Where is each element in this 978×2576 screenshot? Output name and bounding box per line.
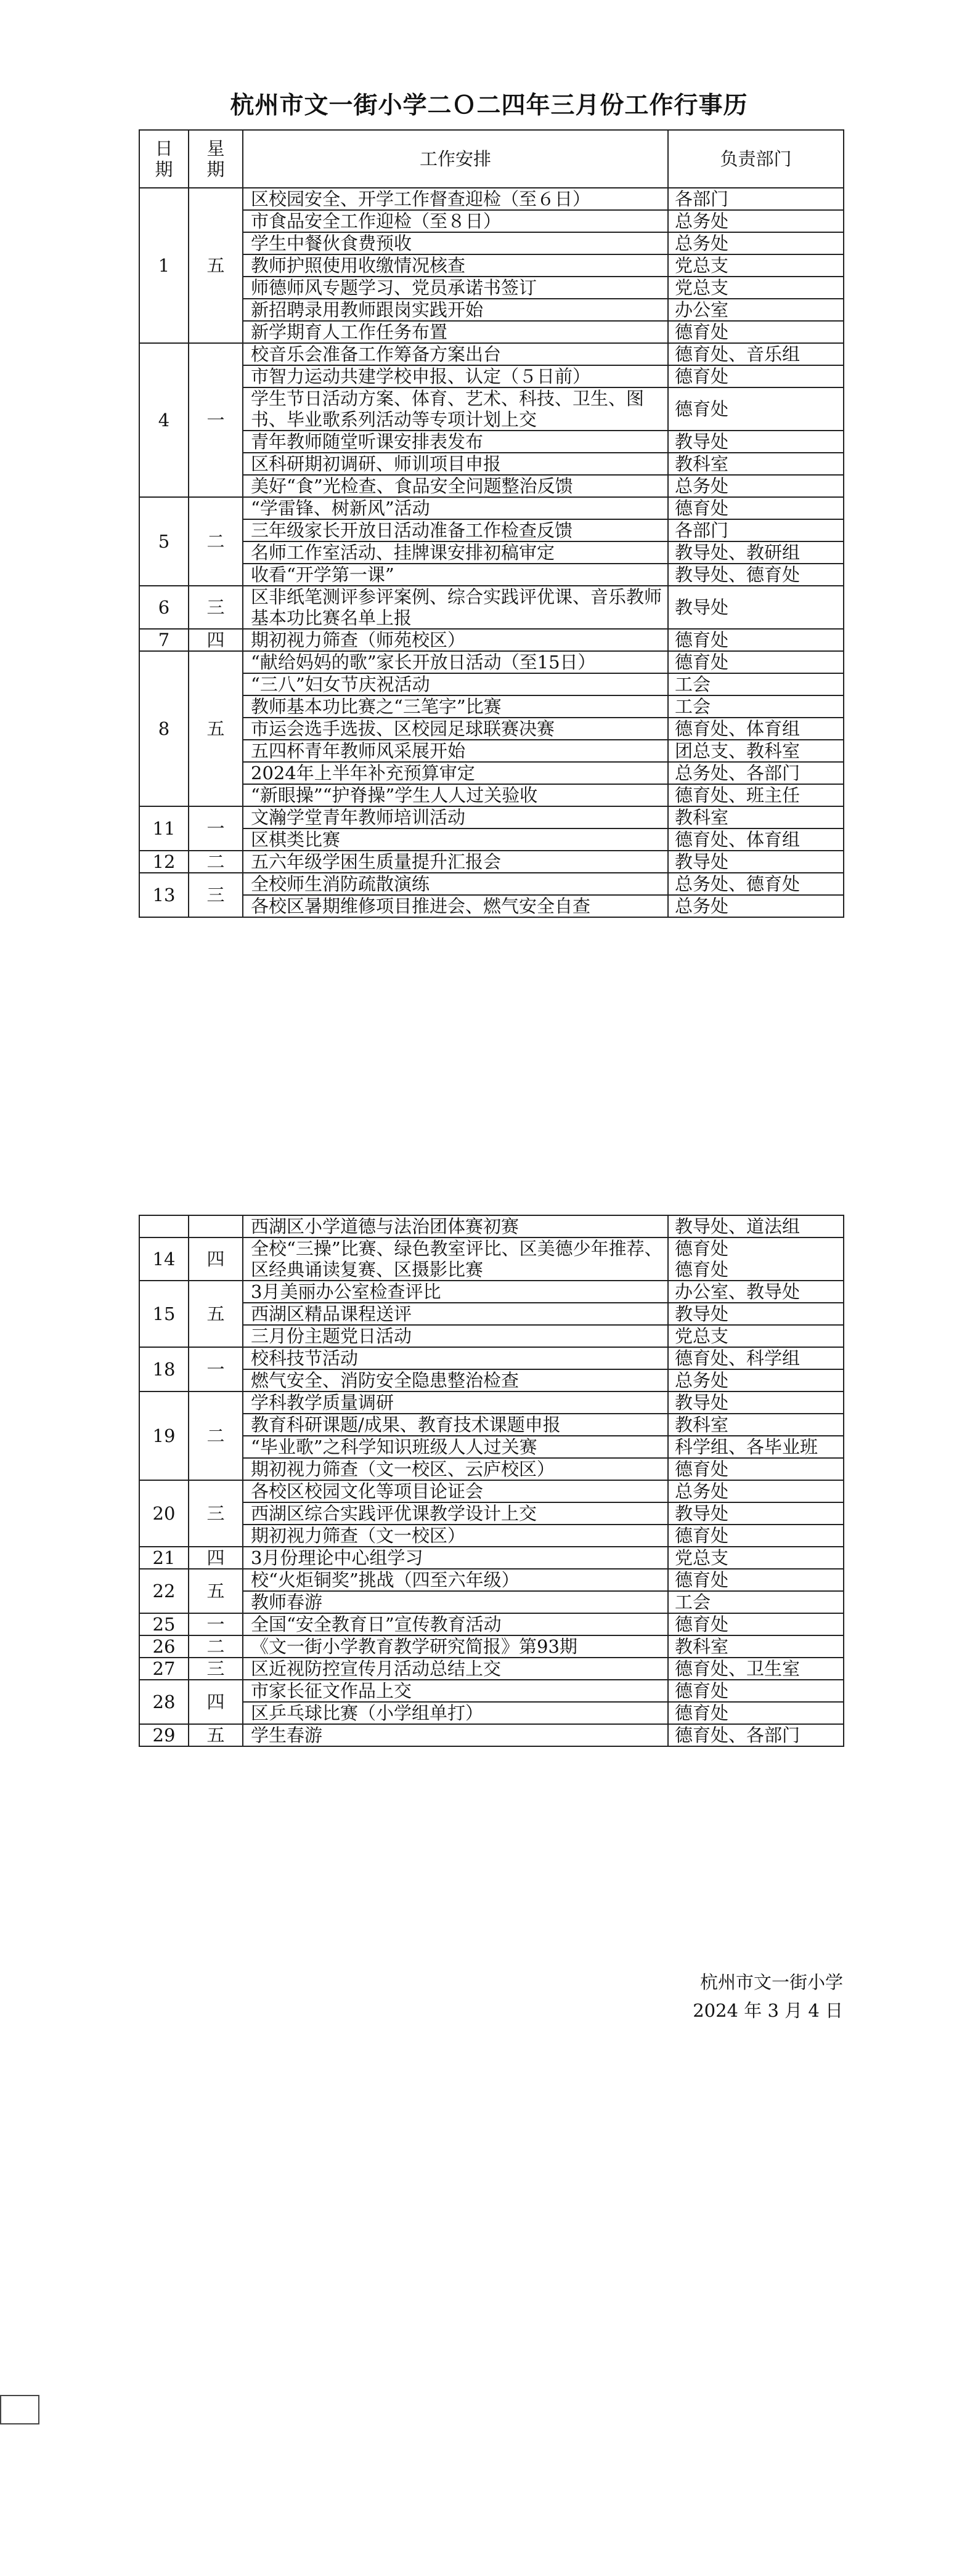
weekday-cell: 五 bbox=[189, 651, 243, 806]
table-row bbox=[139, 1369, 844, 1391]
table-row bbox=[139, 851, 844, 873]
table-row bbox=[139, 1281, 844, 1303]
weekday-cell: 三 bbox=[189, 586, 243, 629]
work-cell: 西湖区小学道德与法治团体赛初赛 bbox=[243, 1215, 668, 1237]
table-row bbox=[139, 1215, 844, 1237]
table-row bbox=[139, 1702, 844, 1724]
date-cell: 28 bbox=[139, 1680, 189, 1724]
table-row bbox=[139, 1525, 844, 1547]
date-cell: 18 bbox=[139, 1347, 189, 1391]
table-row bbox=[139, 277, 844, 299]
date-cell: 22 bbox=[139, 1569, 189, 1613]
weekday-cell: 四 bbox=[189, 1547, 243, 1569]
dept-cell: 总务处 bbox=[668, 210, 844, 232]
dept-cell: 德育处 bbox=[668, 1458, 844, 1480]
dept-cell: 德育处、班主任 bbox=[668, 784, 844, 806]
dept-cell: 党总支 bbox=[668, 1325, 844, 1347]
weekday-cell: 五 bbox=[189, 1281, 243, 1347]
schedule-table-part1 bbox=[139, 129, 844, 918]
weekday-cell: 一 bbox=[189, 343, 243, 497]
dept-cell: 教科室 bbox=[668, 1414, 844, 1436]
dept-cell: 办公室、教导处 bbox=[668, 1281, 844, 1303]
weekday-cell: 二 bbox=[189, 1391, 243, 1480]
date-cell: 26 bbox=[139, 1635, 189, 1658]
table-row bbox=[139, 541, 844, 564]
work-cell: 校科技节活动 bbox=[243, 1347, 668, 1369]
table-row bbox=[139, 431, 844, 453]
dept-cell: 总务处 bbox=[668, 1369, 844, 1391]
weekday-cell: 二 bbox=[189, 497, 243, 586]
dept-cell: 总务处 bbox=[668, 1480, 844, 1502]
work-cell: 市家长征文作品上交 bbox=[243, 1680, 668, 1702]
table-row bbox=[139, 1347, 844, 1369]
table-row bbox=[139, 232, 844, 254]
table-row bbox=[139, 365, 844, 387]
work-cell: 西湖区精品课程送评 bbox=[243, 1303, 668, 1325]
work-cell: 3月美丽办公室检查评比 bbox=[243, 1281, 668, 1303]
work-cell: 期初视力筛查（文一校区） bbox=[243, 1525, 668, 1547]
dept-cell: 工会 bbox=[668, 1591, 844, 1613]
dept-cell: 德育处 bbox=[668, 1569, 844, 1591]
dept-cell: 教导处 bbox=[668, 586, 844, 629]
work-cell: 五六年级学困生质量提升汇报会 bbox=[243, 851, 668, 873]
work-cell: 2024年上半年补充预算审定 bbox=[243, 762, 668, 784]
dept-cell: 德育处 bbox=[668, 387, 844, 431]
work-cell: 青年教师随堂听课安排表发布 bbox=[243, 431, 668, 453]
table-row bbox=[139, 695, 844, 718]
dept-cell: 教导处 bbox=[668, 1303, 844, 1325]
table-row bbox=[139, 806, 844, 828]
work-cell: 区近视防控宣传月活动总结上交 bbox=[243, 1658, 668, 1680]
table-row bbox=[139, 1502, 844, 1525]
work-cell: 各校区校园文化等项目论证会 bbox=[243, 1480, 668, 1502]
work-cell: 校音乐会准备工作筹备方案出台 bbox=[243, 343, 668, 365]
dept-cell: 德育处 bbox=[668, 629, 844, 651]
date-cell: 27 bbox=[139, 1658, 189, 1680]
work-cell: 三年级家长开放日活动准备工作检查反馈 bbox=[243, 519, 668, 541]
work-cell: 学科教学质量调研 bbox=[243, 1391, 668, 1414]
work-cell: 教师基本功比赛之“三笔字”比赛 bbox=[243, 695, 668, 718]
weekday-cell: 五 bbox=[189, 1569, 243, 1613]
table-row bbox=[139, 1391, 844, 1414]
work-cell: 全校“三操”比赛、绿色教室评比、区美德少年推荐、区经典诵读复赛、区摄影比赛 bbox=[243, 1237, 668, 1281]
weekday-cell: 四 bbox=[189, 1680, 243, 1724]
dept-cell: 教导处 bbox=[668, 1391, 844, 1414]
date-cell: 7 bbox=[139, 629, 189, 651]
dept-cell: 工会 bbox=[668, 673, 844, 695]
work-cell: 西湖区综合实践评优课教学设计上交 bbox=[243, 1502, 668, 1525]
table-row bbox=[139, 718, 844, 740]
dept-cell: 总务处 bbox=[668, 895, 844, 917]
table-row bbox=[139, 1635, 844, 1658]
work-cell: 校“火炬铜奖”挑战（四至六年级） bbox=[243, 1569, 668, 1591]
dept-cell: 德育处 bbox=[668, 1613, 844, 1635]
table-header-row bbox=[139, 130, 844, 188]
dept-cell: 德育处、音乐组 bbox=[668, 343, 844, 365]
table-row bbox=[139, 519, 844, 541]
work-cell: 各校区暑期维修项目推进会、燃气安全自查 bbox=[243, 895, 668, 917]
work-cell: 新学期育人工作任务布置 bbox=[243, 321, 668, 343]
table-row bbox=[139, 586, 844, 629]
weekday-cell: 五 bbox=[189, 1724, 243, 1746]
table-row bbox=[139, 1414, 844, 1436]
table-row bbox=[139, 762, 844, 784]
table-row bbox=[139, 497, 844, 519]
work-cell: 全国“安全教育日”宣传教育活动 bbox=[243, 1613, 668, 1635]
work-cell: 区校园安全、开学工作督查迎检（至６日） bbox=[243, 188, 668, 210]
table-row bbox=[139, 1724, 844, 1746]
work-cell: 燃气安全、消防安全隐患整治检查 bbox=[243, 1369, 668, 1391]
weekday-cell bbox=[189, 1215, 243, 1237]
table-row bbox=[139, 673, 844, 695]
table-row bbox=[139, 1591, 844, 1613]
date-cell: 12 bbox=[139, 851, 189, 873]
work-cell: 区棋类比赛 bbox=[243, 828, 668, 851]
work-cell: 市食品安全工作迎检（至８日） bbox=[243, 210, 668, 232]
work-cell: 文瀚学堂青年教师培训活动 bbox=[243, 806, 668, 828]
work-cell: 区科研期初调研、师训项目申报 bbox=[243, 453, 668, 475]
weekday-cell: 三 bbox=[189, 1658, 243, 1680]
signature-date: 2024 年 3 月 4 日 bbox=[693, 2000, 843, 2021]
table-row bbox=[139, 387, 844, 431]
dept-cell: 教科室 bbox=[668, 1635, 844, 1658]
work-cell: 区乒乓球比赛（小学组单打） bbox=[243, 1702, 668, 1724]
table-row bbox=[139, 651, 844, 673]
dept-cell: 党总支 bbox=[668, 1547, 844, 1569]
dept-cell: 德育处 bbox=[668, 1680, 844, 1702]
work-cell: 全校师生消防疏散演练 bbox=[243, 873, 668, 895]
work-cell: 三月份主题党日活动 bbox=[243, 1325, 668, 1347]
header-date-line1: 日 bbox=[155, 138, 173, 159]
work-cell: 市运会选手选拔、区校园足球联赛决赛 bbox=[243, 718, 668, 740]
table-row bbox=[139, 1303, 844, 1325]
work-cell: “献给妈妈的歌”家长开放日活动（至15日） bbox=[243, 651, 668, 673]
work-cell: 师德师风专题学习、党员承诺书签订 bbox=[243, 277, 668, 299]
table-row bbox=[139, 629, 844, 651]
dept-cell: 团总支、教科室 bbox=[668, 740, 844, 762]
weekday-cell: 一 bbox=[189, 1347, 243, 1391]
work-cell: 教育科研课题/成果、教育技术课题申报 bbox=[243, 1414, 668, 1436]
header-weekday-line2: 期 bbox=[206, 159, 225, 180]
work-cell: 五四杯青年教师风采展开始 bbox=[243, 740, 668, 762]
date-cell: 15 bbox=[139, 1281, 189, 1347]
work-cell: “新眼操”“护脊操”学生人人过关验收 bbox=[243, 784, 668, 806]
date-cell: 25 bbox=[139, 1613, 189, 1635]
dept-cell: 党总支 bbox=[668, 254, 844, 277]
page-title: 杭州市文一街小学二Ｏ二四年三月份工作行事历 bbox=[230, 91, 748, 119]
dept-cell: 德育处 德育处 bbox=[668, 1237, 844, 1281]
dept-cell: 教科室 bbox=[668, 453, 844, 475]
dept-cell: 德育处 bbox=[668, 365, 844, 387]
header-weekday-line1: 星 bbox=[206, 138, 225, 159]
date-cell: 29 bbox=[139, 1724, 189, 1746]
dept-cell: 德育处、体育组 bbox=[668, 718, 844, 740]
dept-cell: 德育处 bbox=[668, 497, 844, 519]
table-row bbox=[139, 1325, 844, 1347]
dept-cell: 德育处 bbox=[668, 651, 844, 673]
work-cell: “毕业歌”之科学知识班级人人过关赛 bbox=[243, 1436, 668, 1458]
work-cell: “学雷锋、树新风”活动 bbox=[243, 497, 668, 519]
date-cell bbox=[139, 1215, 189, 1237]
dept-cell: 教科室 bbox=[668, 806, 844, 828]
dept-cell: 党总支 bbox=[668, 277, 844, 299]
table-row bbox=[139, 1237, 844, 1281]
work-cell: 学生节日活动方案、体育、艺术、科技、卫生、图书、毕业歌系列活动等专项计划上交 bbox=[243, 387, 668, 431]
header-dept: 负责部门 bbox=[668, 130, 844, 188]
work-cell: 美好“食”光检查、食品安全问题整治反馈 bbox=[243, 475, 668, 497]
table-row bbox=[139, 828, 844, 851]
date-cell: 13 bbox=[139, 873, 189, 917]
dept-cell: 总务处、各部门 bbox=[668, 762, 844, 784]
dept-cell: 教导处、教研组 bbox=[668, 541, 844, 564]
dept-cell: 各部门 bbox=[668, 519, 844, 541]
table-row bbox=[139, 321, 844, 343]
date-cell: 6 bbox=[139, 586, 189, 629]
dept-cell: 德育处、各部门 bbox=[668, 1724, 844, 1746]
dept-cell: 办公室 bbox=[668, 299, 844, 321]
dept-cell: 教导处 bbox=[668, 431, 844, 453]
work-cell: 学生中餐伙食费预收 bbox=[243, 232, 668, 254]
weekday-cell: 三 bbox=[189, 873, 243, 917]
table-row bbox=[139, 343, 844, 365]
table-row bbox=[139, 1458, 844, 1480]
date-cell: 8 bbox=[139, 651, 189, 806]
work-cell: 区非纸笔测评参评案例、综合实践评优课、音乐教师基本功比赛名单上报 bbox=[243, 586, 668, 629]
table-row bbox=[139, 1613, 844, 1635]
work-cell: 3月份理论中心组学习 bbox=[243, 1547, 668, 1569]
table-row bbox=[139, 1680, 844, 1702]
table-row bbox=[139, 784, 844, 806]
date-cell: 4 bbox=[139, 343, 189, 497]
dept-cell: 科学组、各毕业班 bbox=[668, 1436, 844, 1458]
date-cell: 21 bbox=[139, 1547, 189, 1569]
table-row bbox=[139, 1569, 844, 1591]
date-cell: 5 bbox=[139, 497, 189, 586]
work-cell: 教师护照使用收缴情况核查 bbox=[243, 254, 668, 277]
dept-cell: 教导处、德育处 bbox=[668, 564, 844, 586]
work-cell: 名师工作室活动、挂牌课安排初稿审定 bbox=[243, 541, 668, 564]
dept-cell: 总务处、德育处 bbox=[668, 873, 844, 895]
table-row bbox=[139, 299, 844, 321]
table-row bbox=[139, 254, 844, 277]
dept-cell: 总务处 bbox=[668, 232, 844, 254]
table-row bbox=[139, 740, 844, 762]
table-row bbox=[139, 895, 844, 917]
weekday-cell: 四 bbox=[189, 629, 243, 651]
table-row bbox=[139, 453, 844, 475]
table-row bbox=[139, 475, 844, 497]
weekday-cell: 四 bbox=[189, 1237, 243, 1281]
work-cell: 《文一街小学教育教学研究简报》第93期 bbox=[243, 1635, 668, 1658]
table-row bbox=[139, 564, 844, 586]
work-cell: 期初视力筛查（文一校区、云庐校区） bbox=[243, 1458, 668, 1480]
table-row bbox=[139, 210, 844, 232]
header-date bbox=[139, 130, 189, 188]
table-row bbox=[139, 873, 844, 895]
weekday-cell: 三 bbox=[189, 1480, 243, 1547]
work-cell: “三八”妇女节庆祝活动 bbox=[243, 673, 668, 695]
header-weekday bbox=[189, 130, 243, 188]
dept-cell: 各部门 bbox=[668, 188, 844, 210]
dept-cell: 德育处 bbox=[668, 321, 844, 343]
work-cell: 市智力运动共建学校申报、认定（５日前） bbox=[243, 365, 668, 387]
dept-cell: 工会 bbox=[668, 695, 844, 718]
work-cell: 新招聘录用教师跟岗实践开始 bbox=[243, 299, 668, 321]
dept-cell: 德育处、卫生室 bbox=[668, 1658, 844, 1680]
schedule-table-part2 bbox=[139, 1215, 844, 1747]
date-cell: 1 bbox=[139, 188, 189, 343]
work-cell: 学生春游 bbox=[243, 1724, 668, 1746]
weekday-cell: 五 bbox=[189, 188, 243, 343]
corner-box bbox=[0, 2395, 39, 2424]
work-cell: 教师春游 bbox=[243, 1591, 668, 1613]
table-row bbox=[139, 1658, 844, 1680]
table-row bbox=[139, 188, 844, 210]
weekday-cell: 一 bbox=[189, 1613, 243, 1635]
date-cell: 20 bbox=[139, 1480, 189, 1547]
dept-cell: 德育处 bbox=[668, 1525, 844, 1547]
table-row bbox=[139, 1436, 844, 1458]
weekday-cell: 二 bbox=[189, 851, 243, 873]
date-cell: 19 bbox=[139, 1391, 189, 1480]
dept-cell: 教导处、道法组 bbox=[668, 1215, 844, 1237]
dept-cell: 德育处 bbox=[668, 1702, 844, 1724]
work-cell: 收看“开学第一课” bbox=[243, 564, 668, 586]
dept-cell: 教导处 bbox=[668, 851, 844, 873]
header-work: 工作安排 bbox=[243, 130, 668, 188]
dept-cell: 教导处 bbox=[668, 1502, 844, 1525]
date-cell: 11 bbox=[139, 806, 189, 851]
dept-cell: 总务处 bbox=[668, 475, 844, 497]
weekday-cell: 一 bbox=[189, 806, 243, 851]
table-row bbox=[139, 1480, 844, 1502]
weekday-cell: 二 bbox=[189, 1635, 243, 1658]
dept-cell: 德育处、体育组 bbox=[668, 828, 844, 851]
signature-org: 杭州市文一街小学 bbox=[699, 1972, 843, 1993]
work-cell: 期初视力筛查（师苑校区） bbox=[243, 629, 668, 651]
table-row bbox=[139, 1547, 844, 1569]
header-date-line2: 期 bbox=[155, 159, 173, 180]
date-cell: 14 bbox=[139, 1237, 189, 1281]
dept-cell: 德育处、科学组 bbox=[668, 1347, 844, 1369]
